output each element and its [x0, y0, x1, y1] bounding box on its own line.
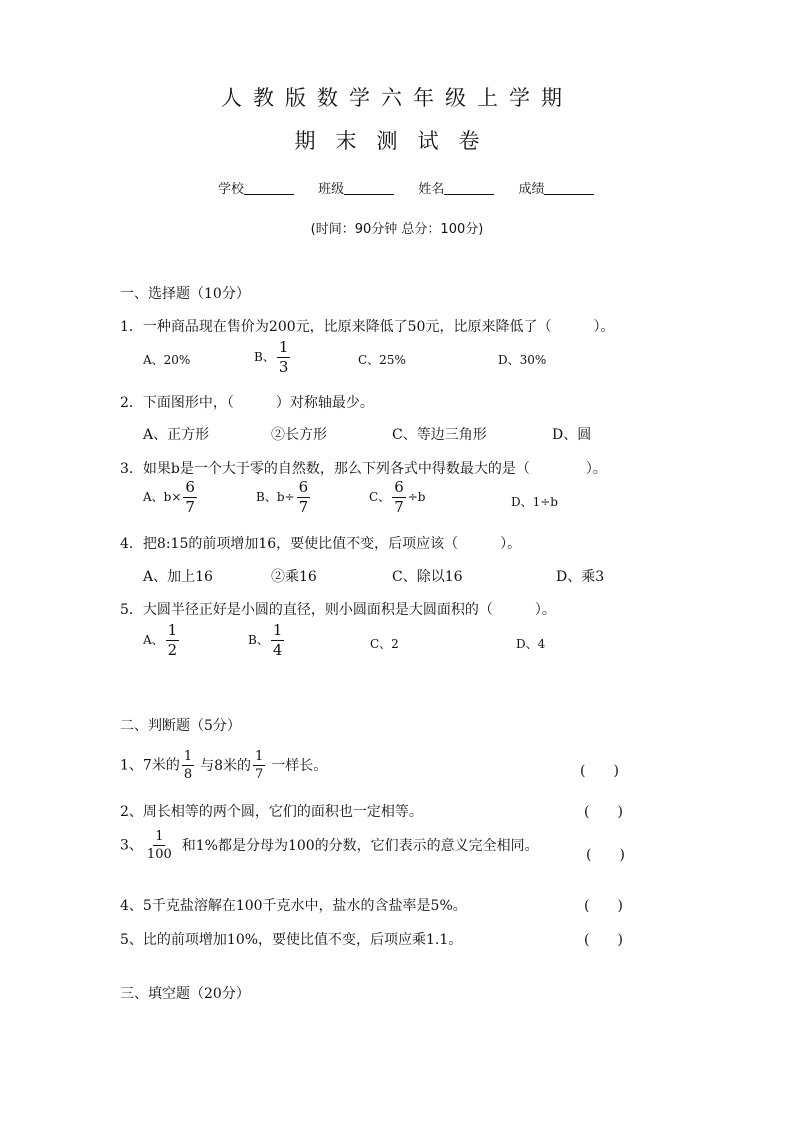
- section-heading: 三、填空题（20分）: [120, 986, 250, 1002]
- fraction: $\frac{1}{8}$: [183, 749, 193, 782]
- answer-paren[interactable]: ( ): [584, 804, 623, 820]
- judge-item-4: 4、5千克盐溶解在100千克水中，盐水的含盐率是5%。: [120, 898, 467, 914]
- class-blank[interactable]: [344, 181, 394, 195]
- judge-item-3: 3、 $\frac{1}{100}$ 和1%都是分母为100的分数，它们表示的意义完全相同。: [120, 829, 539, 862]
- q4-option-b: ②乘16: [271, 569, 317, 585]
- fraction: $\frac{1}{4}$: [272, 621, 283, 659]
- q3-option-b: B、b÷ $\frac{6}{7}$: [256, 478, 309, 516]
- question-2: 2．下面图形中，（ ）对称轴最少。: [120, 395, 374, 411]
- section-heading: 一、选择题（10分）: [120, 286, 250, 302]
- question-4: 4．把8:15的前项增加16，要使比值不变，后项应该（ ）。: [120, 536, 522, 552]
- field-name-label: 姓名: [418, 182, 445, 197]
- score-blank[interactable]: [544, 181, 594, 195]
- q2-option-b: ②长方形: [271, 427, 327, 443]
- fraction: $\frac{6}{7}$: [298, 478, 309, 516]
- judge-item-5: 5、比的前项增加10%，要使比值不变，后项应乘1.1。: [120, 932, 463, 948]
- question-3: 3．如果b是一个大于零的自然数，那么下列各式中得数最大的是（ ）。: [120, 461, 607, 477]
- q1-option-c: C、25%: [358, 353, 406, 367]
- fraction: $\frac{1}{2}$: [167, 621, 178, 659]
- q3-option-d: D、1÷b: [511, 495, 558, 509]
- fraction: $\frac{1}{7}$: [255, 749, 264, 782]
- fraction: $\frac{6}{7}$: [185, 478, 195, 516]
- q2-option-d: D、圆: [552, 427, 592, 443]
- q2-option-a: A、正方形: [143, 427, 210, 443]
- question-1: 1．一种商品现在售价为200元，比原来降低了50元，比原来降低了（ ）。: [120, 319, 615, 335]
- q4-option-a: A、加上16: [143, 569, 213, 585]
- fraction: $\frac{1}{3}$: [278, 338, 289, 376]
- q4-option-c: C、除以16: [392, 569, 463, 585]
- answer-paren[interactable]: ( ): [584, 898, 623, 914]
- q2-option-c: C、等边三角形: [392, 427, 487, 443]
- q5-option-c: C、2: [370, 637, 399, 651]
- q3-option-a: A、b× $\frac{6}{7}$: [143, 478, 195, 516]
- q5-option-d: D、4: [516, 637, 546, 651]
- field-school-label: 学校: [218, 182, 245, 197]
- page-subtitle: 期末测试卷: [294, 129, 500, 153]
- name-blank[interactable]: [444, 181, 494, 195]
- q1-option-a: A、20%: [143, 353, 191, 367]
- judge-item-1: 1、7米的 $\frac{1}{8}$ 与8米的 $\frac{1}{7}$ 一样长。: [120, 749, 328, 782]
- q4-option-d: D、乘3: [556, 569, 605, 585]
- student-info-fields: [218, 178, 594, 197]
- q5-option-b: B、 $\frac{1}{4}$: [248, 621, 283, 659]
- field-score-label: 成绩: [518, 182, 545, 197]
- answer-paren[interactable]: ( ): [586, 847, 625, 863]
- q5-option-a: A、 $\frac{1}{2}$: [143, 621, 178, 659]
- judge-item-2: 2、周长相等的两个圆，它们的面积也一定相等。: [120, 804, 423, 820]
- page-title: 人教版数学六年级上学期: [221, 86, 573, 110]
- answer-paren[interactable]: ( ): [580, 763, 619, 779]
- answer-paren[interactable]: ( ): [584, 932, 623, 948]
- q1-option-b: B、 $\frac{1}{3}$: [254, 338, 289, 376]
- school-blank[interactable]: [244, 181, 294, 195]
- question-5: 5．大圆半径正好是小圆的直径，则小圆面积是大圆面积的（ ）。: [120, 602, 556, 618]
- q3-option-c: C、 $\frac{6}{7}$ ÷b: [369, 478, 426, 516]
- field-class-label: 班级: [318, 182, 345, 197]
- exam-info: (时间：90分钟 总分：100分): [310, 222, 484, 237]
- q1-option-d: D、30%: [498, 353, 547, 367]
- section-heading: 二、判断题（5分）: [120, 718, 241, 734]
- fraction: $\frac{6}{7}$: [394, 478, 404, 516]
- fraction: $\frac{1}{100}$: [146, 829, 172, 862]
